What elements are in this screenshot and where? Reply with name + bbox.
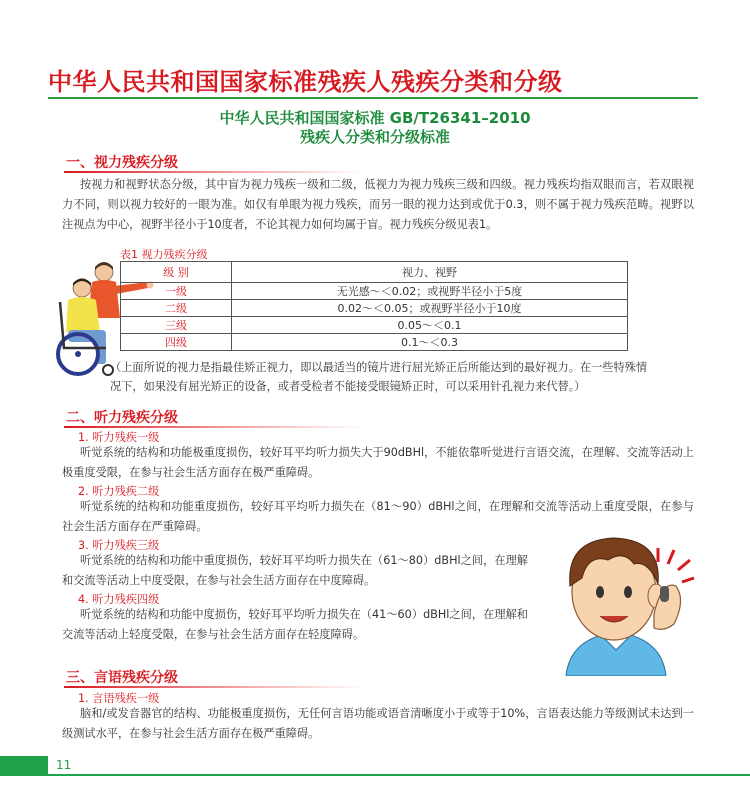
table-cell-level: 一级 — [121, 283, 232, 300]
table-row — [121, 283, 628, 300]
section-underline — [64, 686, 364, 688]
section-underline — [64, 426, 364, 428]
table-cell-level: 四级 — [121, 334, 232, 351]
vision-paragraph: 按视力和视野状态分级，其中盲为视力残疾一级和二级，低视力为视力残疾三级和四级。视力残疾均指双眼而言，若双眼视力不同，则以视力较好的一眼为准。如仅有单眼为视力残疾，而另一眼的视力达到或优于0.3，则不属于视力残疾范畴。视野以注视点为中心，视野半径小于10度者，不论其视力如何均属于盲。视力残疾分级见表1。 — [62, 178, 694, 231]
table-cell-level: 二级 — [121, 300, 232, 317]
section-heading-speech: 三、言语残疾分级 — [66, 670, 178, 686]
table-cell-vision: 0.02～＜0.05；或视野半径小于10度 — [232, 300, 628, 317]
hearing-level-1-text: 听觉系统的结构和功能极重度损伤，较好耳平均听力损失大于90dBHl，不能依靠听觉进行言语交流，在理解、交流等活动上极重度受限，在参与社会生活方面存在极严重障碍。 — [62, 446, 694, 479]
standard-subtitle-2: 残疾人分类和分级标准 — [299, 128, 450, 146]
hearing-level-2-text: 听觉系统的结构和功能重度损伤，较好耳平均听力损失在（81～90）dBHl之间，在理解和交流等活动上重度受限，在参与社会生活方面存在严重障碍。 — [62, 500, 694, 533]
table-cell-vision: 0.05～＜0.1 — [232, 317, 628, 334]
hearing-level-4-label: 4. 听力残疾四级 — [78, 593, 160, 606]
table-row — [121, 317, 628, 334]
table-cell-vision: 无光感～＜0.02；或视野半径小于5度 — [232, 283, 628, 300]
speech-level-1-text: 脑和/或发音器官的结构、功能极重度损伤，无任何言语功能或语音清晰度小于或等于10%，言语表达能力等级测试未达到一级测试水平，在参与社会生活方面存在极严重障碍。 — [62, 707, 694, 740]
speech-level-1-label: 1. 言语残疾一级 — [78, 692, 160, 705]
table-row — [121, 334, 628, 351]
section-heading-hearing: 二、听力残疾分级 — [66, 410, 178, 426]
sound-mark — [682, 578, 694, 582]
footer-line — [48, 774, 750, 776]
table-caption: 表1 视力残疾分级 — [120, 248, 208, 261]
title-rule — [48, 97, 698, 99]
sound-mark — [668, 550, 674, 564]
hearing-aid-icon — [660, 586, 669, 602]
table-row — [121, 300, 628, 317]
wheel-hub — [75, 351, 81, 357]
hearing-aid-boy-illustration — [536, 520, 696, 676]
hearing-level-2-label: 2. 听力残疾二级 — [78, 485, 160, 498]
section-heading-vision: 一、视力残疾分级 — [66, 155, 178, 171]
footer-green-block — [0, 756, 48, 776]
main-title: 中华人民共和国国家标准残疾人残疾分类和分级 — [48, 68, 563, 96]
hearing-level-3-text: 听觉系统的结构和功能中重度损伤，较好耳平均听力损失在（61～80）dBHl之间，在理解和交流等活动上中度受限，在参与社会生活方面存在中度障碍。 — [62, 554, 528, 587]
hearing-level-4-text: 听觉系统的结构和功能中度损伤，较好耳平均听力损失在（41～60）dBHl之间，在理解和交流等活动上轻度受限，在参与社会生活方面存在轻度障碍。 — [62, 608, 528, 641]
table-cell-vision: 0.1～＜0.3 — [232, 334, 628, 351]
hearing-level-1-label: 1. 听力残疾一级 — [78, 431, 160, 444]
boy-eye-right — [624, 586, 632, 598]
standard-subtitle: 中华人民共和国国家标准 GB/T26341–2010 — [219, 109, 531, 127]
table-header-level: 级 别 — [121, 262, 232, 283]
vision-note: （上面所说的视力是指最佳矫正视力，即以最适当的镜片进行屈光矫正后所能达到的最好视力。在一些特殊情况下，如果没有屈光矫正的设备，或者受检者不能接受眼镜矫正时，可以采用针孔视力来代替。） — [110, 361, 648, 393]
page-number: 11 — [56, 758, 72, 772]
seated-body — [66, 297, 100, 332]
table-header-row — [121, 262, 628, 283]
footer — [0, 756, 750, 776]
section-underline — [64, 171, 364, 173]
vision-table — [120, 261, 628, 351]
boy-eye-left — [596, 586, 604, 598]
sound-mark — [678, 560, 690, 570]
table-header-vision: 视力、视野 — [232, 262, 628, 283]
table-cell-level: 三级 — [121, 317, 232, 334]
hearing-level-3-label: 3. 听力残疾三级 — [78, 539, 160, 552]
